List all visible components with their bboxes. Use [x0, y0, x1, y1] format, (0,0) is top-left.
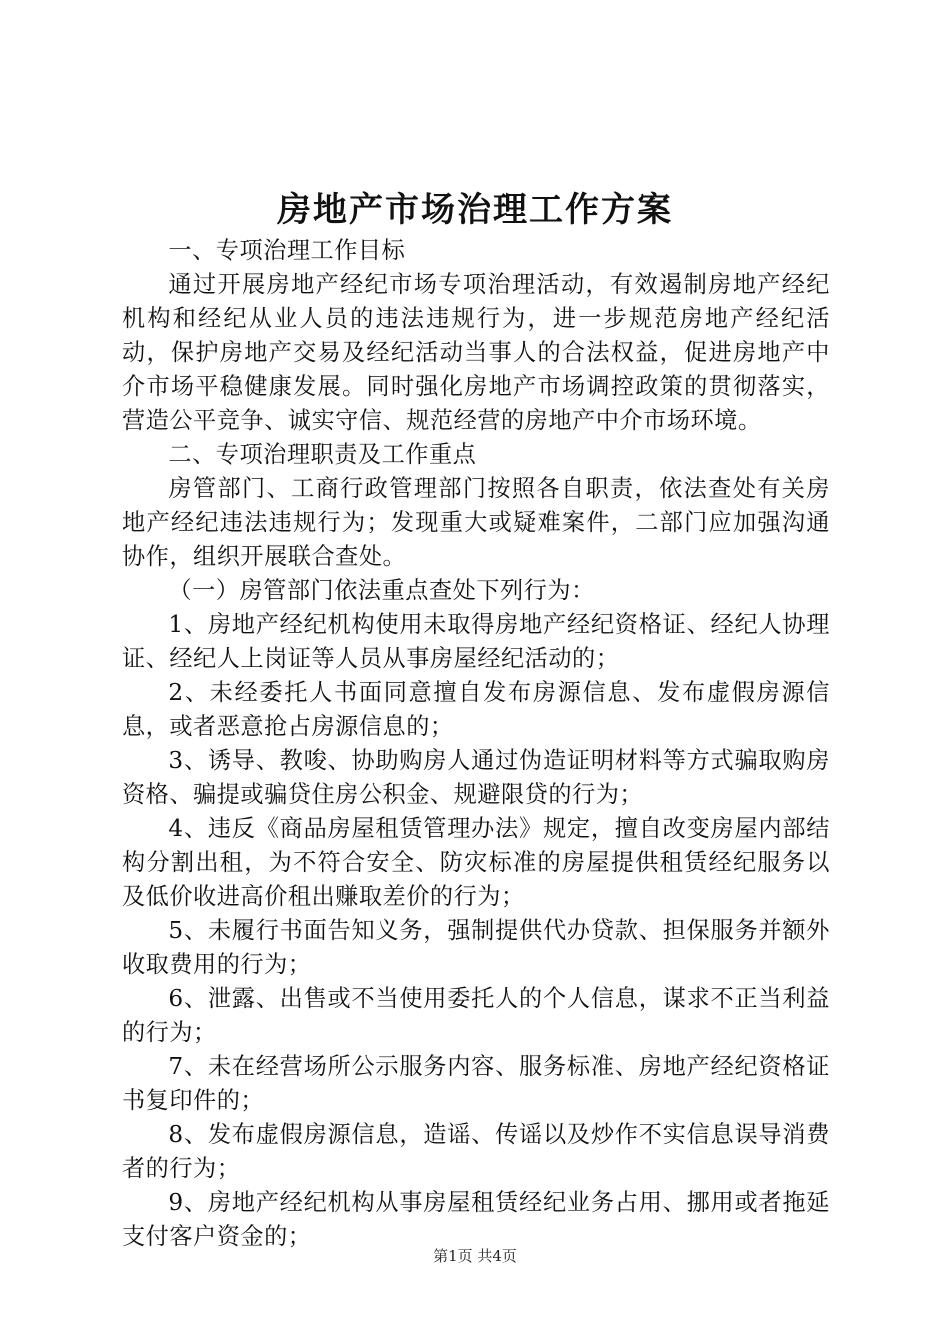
list-item-6: 6、泄露、出售或不当使用委托人的个人信息，谋求不正当利益的行为；	[122, 985, 830, 1046]
page-number-footer: 第1页 共4页	[433, 1247, 517, 1265]
list-item-9: 9、房地产经纪机构从事房屋租赁经纪业务占用、挪用或者拖延支付客户资金的；	[122, 1189, 830, 1250]
document-body	[122, 234, 830, 1254]
list-item-5: 5、未履行书面告知义务，强制提供代办贷款、担保服务并额外收取费用的行为；	[122, 917, 830, 978]
list-item-8: 8、发布虚假房源信息，造谣、传谣以及炒作不实信息误导消费者的行为；	[122, 1121, 830, 1182]
paragraph-duties: 房管部门、工商行政管理部门按照各自职责，依法查处有关房地产经纪违法违规行为；发现重大或疑难案件，二部门应加强沟通协作，组织开展联合查处。	[122, 475, 830, 570]
document-title: 房地产市场治理工作方案	[277, 190, 673, 230]
list-item-3: 3、诱导、教唆、协助购房人通过伪造证明材料等方式骗取购房资格、骗提或骗贷住房公积金、规避限贷的行为；	[122, 747, 830, 808]
list-item-2: 2、未经委托人书面同意擅自发布房源信息、发布虚假房源信息，或者恶意抢占房源信息的；	[122, 679, 830, 740]
list-item-7: 7、未在经营场所公示服务内容、服务标准、房地产经纪资格证书复印件的；	[122, 1053, 830, 1114]
subsection-heading-1: （一）房管部门依法重点查处下列行为：	[168, 577, 595, 604]
section-heading-2: 二、专项治理职责及工作重点	[168, 441, 477, 468]
paragraph-goal: 通过开展房地产经纪市场专项治理活动，有效遏制房地产经纪机构和经纪从业人员的违法违规行为，进一步规范房地产经纪活动，保护房地产交易及经纪活动当事人的合法权益，促进房地产中介市场平稳健康发展。同时强化房地产市场调控政策的贯彻落实，营造公平竞争、诚实守信、规范经营的房地产中介市场环境。	[122, 271, 830, 434]
list-item-4: 4、违反《商品房屋租赁管理办法》规定，擅自改变房屋内部结构分割出租，为不符合安全、防灾标准的房屋提供租赁经纪服务以及低价收进高价租出赚取差价的行为；	[122, 815, 830, 910]
list-item-1: 1、房地产经纪机构使用未取得房地产经纪资格证、经纪人协理证、经纪人上岗证等人员从事房屋经纪活动的；	[122, 611, 830, 672]
section-heading-1: 一、专项治理工作目标	[168, 237, 406, 264]
